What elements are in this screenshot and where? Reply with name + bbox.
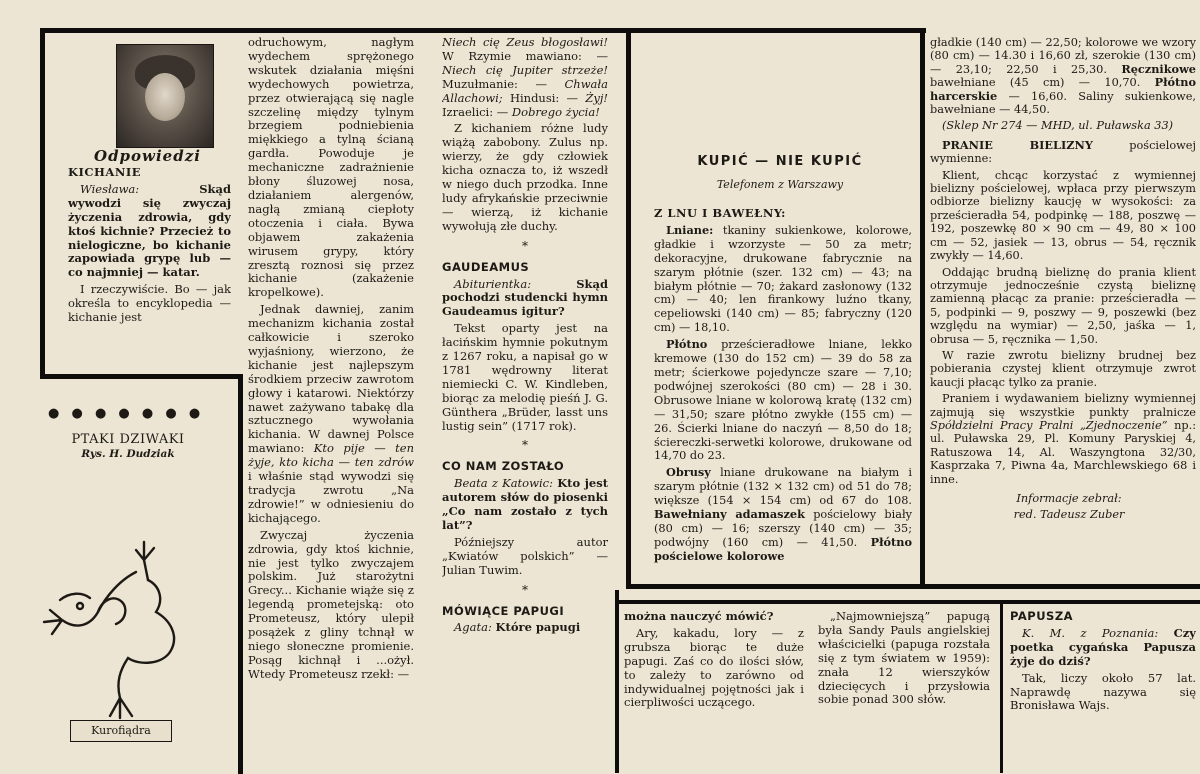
ptaki-byline: Rys. H. Dudziak — [81, 448, 175, 460]
bottom-col-3 — [1010, 610, 1196, 770]
section-kichanie: KICHANIE — [68, 166, 141, 179]
papusza-answer: Tak, liczy około 57 lat. Naprawdę nazywa się Bronisława Wajs. — [1010, 670, 1196, 713]
column-3 — [442, 36, 608, 766]
c3-p2: Z kichaniem różne ludy wiążą zabobony. Zulus np. wierzy, że gdy człowiek kicha oznacza to, iż wszedł w niego duch przodka. Inne ludy afrykańskie przeciwnie — wierzą, iż kichanie wywołują złe duchy. — [442, 121, 608, 233]
mow-question: Agata: Które papugi — [454, 620, 581, 635]
bottom-col-2 — [818, 610, 990, 770]
papusza-question: K. M. z Poznania: Czy poetka cygańska Papusza żyje do dziś? — [1010, 625, 1196, 668]
co-question: Beata z Katowic: Kto jest autorem słów do piosenki „Co nam zostało z tych lat”? — [442, 476, 608, 532]
bottom-col-1 — [624, 610, 804, 770]
kupic-p1: Lniane: tkaniny sukienkowe, kolorowe, gładkie i wzorzyste — 50 za metr; dekoracyjne, drukowane fabrycznie na szarym płótnie (szer. 132 cm) — 43; na białym płótnie — 70; żakard zasłonowy (132 cm) — 40; len firankowy luźno tkany, cepeliowski (140 cm) — 85; fabryczny (120 cm) — 18,10. — [654, 222, 912, 335]
frame-left — [40, 28, 45, 378]
column-right — [930, 36, 1196, 582]
shop-note: (Sklep Nr 274 — MHD, ul. Puławska 33) — [942, 119, 1174, 133]
portrait-face — [145, 73, 185, 121]
column-kichanie-question — [68, 166, 231, 370]
frame-inner-v — [238, 374, 243, 774]
kupic-title: KUPIĆ — NIE KUPIĆ — [697, 154, 863, 169]
c2-p2: Jednak dawniej, zanim mechanizm kichania został całkowicie i szeroko wyjaśniony, wierzono, że kichanie jest najlepszym środkiem przeciw zawrotom głowy i katarowi. Niektórzy nawet zażywano tabakę dla sztucznego wywołania kichania. W dawnej Polsce mawiano: Kto pije — ten żyje, kto kicha — ten zdrów i właśnie stąd wywodzi się tradycja zwrotu „Na zdrowie!” w odniesieniu do kichającego. — [248, 302, 414, 525]
bottom-answer: Ary, kakadu, lory — z grubsza biorąc te duże papugi. Zaś co do ilości słów, to zależy to zarówno od indywidualnej pojętności jak i cierpliwości uczącego. — [624, 625, 804, 710]
info-credit: Informacje zebrał: — [1016, 492, 1122, 505]
separator-star: * — [522, 238, 528, 253]
bottom-question-end: można nauczyć mówić? — [624, 610, 774, 623]
pranie-heading: PRANIE BIELIZNY pościelowej wymienne: — [930, 137, 1196, 166]
question-wieslawa: Wiesława: Skąd wywodzi się zwyczaj życzenia zdrowia, gdy ktoś kichnie? Przecież to nielogiczne, bo kichanie zapowiada grypę lub — co najmniej — katar. — [68, 181, 231, 280]
frame-right-v — [920, 28, 925, 588]
right-p5: Praniem i wydawaniem bielizny wymiennej zajmują się wszystkie punkty pralnicze Spółdzielni Pracy Pralni „Zjednoczenie” np.: ul. Puławska 29, Pl. Komuny Paryskiej 4, Ratuszowa 14, Al. Waszyngtona 32/30, Kasprzaka 7, Piwna 4a, Marchlewskiego 68 i inne. — [930, 392, 1196, 486]
bird-drawing — [40, 540, 210, 720]
c2-p3: Zwyczaj życzenia zdrowia, gdy ktoś kichnie, nie jest tylko zwyczajem polskim. Już starożytni Grecy... Kichanie wiąże się z legendą prometejską: oto Prometeusz, który ulepił posążek z gliny tchnął w niego słoneczne promienie. Posąg kichnął i ...ożył. Wtedy Prometeusz rzekł: — — [248, 527, 414, 681]
c3-p1: Niech cię Zeus błogosławi! W Rzymie mawiano: — Niech cię Jupiter strzeże! Muzułmanie: — Chwała Allachowi; Hindusi: — Żyj! Izraelici: — Dobrego życia! — [442, 36, 608, 119]
column-kichanie-answer — [248, 36, 414, 766]
section-mowiace-papugi: MÓWIĄCE PAPUGI — [442, 603, 565, 618]
caption-box: Kurofiądra — [70, 720, 172, 742]
section-papusza: PAPUSZA — [1010, 610, 1074, 623]
bottom-divider — [1000, 604, 1003, 773]
frame-bottom-h — [615, 600, 1200, 604]
frame-top-left — [40, 28, 630, 33]
right-p4: W razie zwrotu bielizny brudnej bez pobierania czystej klient otrzymuje zwrot kaucji płacąc tylko za pranie. — [930, 348, 1196, 389]
right-p2: Klient, chcąc korzystać z wymiennej bielizny pościelowej, wpłaca przy pierwszym odbiorze bielizny kaucję w wysokości: za prześcieradła 54, podpinkę — 188, poszwę — 192, poszewkę 80 × 90 cm — 49, 80 × 100 cm — 52, jasiek — 13, obrus — 54, ręcznik zwykły — 14,60. — [930, 168, 1196, 263]
answer-start: I rzeczywiście. Bo — jak określa to encyklopedia — kichanie jest — [68, 282, 231, 325]
separator-star: * — [522, 582, 528, 597]
frame-mid-h2 — [920, 584, 1200, 589]
dots-decoration: ● ● ● ● ● ● ● — [48, 406, 205, 421]
frame-inner-h — [40, 374, 240, 379]
bottom-najmowniejsza: „Najmowniejszą” papugą była Sandy Pauls angielskiej właścicielki (papuga rozstała się z tym światem w 1959): znała 12 wierszyków dziecięcych i przysłowia sobie ponad 300 słów. — [818, 610, 990, 707]
ptaki-title: PTAKI DZIWAKI — [71, 432, 185, 447]
section-gaudeamus: GAUDEAMUS — [442, 259, 530, 274]
kupic-subtitle: Telefonem z Warszawy — [716, 178, 844, 191]
frame-bottom-v — [615, 590, 619, 773]
co-answer: Późniejszy autor „Kwiatów polskich” — Julian Tuwim. — [442, 534, 608, 577]
separator-star: * — [522, 438, 528, 453]
frame-mid-h — [626, 584, 926, 589]
portrait-photo — [116, 44, 214, 148]
right-p1: gładkie (140 cm) — 22,50; kolorowe we wzory (80 cm) — 14.30 i 16,60 zł, szerokie (130 cm) — 23,10; 22,50 i 25,30. Ręcznikowe bawełniane (45 cm) — 10,70. Płótno harcerskie — 16,60. Saliny sukienkowe, bawełniane — 44,50. — [930, 36, 1196, 117]
section-co-nam-zostalo: CO NAM ZOSTAŁO — [442, 459, 565, 474]
column-kupic — [654, 200, 912, 580]
author-credit: red. Tadeusz Zuber — [1013, 508, 1125, 522]
odpowiedzi-heading: Odpowiedzi — [94, 147, 201, 165]
c2-p1: odruchowym, nagłym wydechem sprężonego wskutek działania mięśni wydechowych powietrza, przez otwierającą się nagle szczelinę między tylnym brzegiem podniebienia miękkiego a tylną ścianą gardła. Powoduje je mechaniczne zadrażnienie błony śluzowej nosa, działaniem alergenów, nagłą zmianą ciepłoty otoczenia i ciała. Bywa objawem zakażenia wirusem grypy, który zresztą roznosi się przez kichanie (zakażenie kropelkowe). — [248, 36, 414, 300]
section-z-lnu: Z LNU I BAWEŁNY: — [654, 206, 786, 220]
frame-right-top — [626, 28, 631, 588]
kupic-p3: Obrusy lniane drukowane na białym i szarym płótnie (132 × 132 cm) od 51 do 78; większe (154 × 154 cm) od 67 do 108. Bawełniany adamaszek pościelowy biały (80 cm) — 16; szerszy (140 cm) — 35; podwójny (160 cm) — 41,50. Płótno pościelowe kolorowe — [654, 465, 912, 563]
right-p3: Oddając brudną bieliznę do prania klient otrzymuje jednocześnie czystą bieliznę zamienną płacąc za pranie: prześcieradła — 5, podpinki — 9, poszwy — 9, poszewki (bez względu na wymiar) — 2,50, jaśka — 1, obrusa — 5, ręcznika — 1,50. — [930, 265, 1196, 346]
kupic-p2: Płótno prześcieradłowe lniane, lekko kremowe (130 do 152 cm) — 39 do 58 za metr; ścierkowe pojedyncze szare — 7,10; podwójnej szerokości (80 cm) — 28 i 30. Obrusowe lniane w kolorową kratę (132 cm) — 31,50; szare płótno zwykłe (155 cm) — 26. Ścierki lniane do naczyń — 8,50 do 18; ściereczki-serwetki kolorowe, drukowane od 14,70 do 23. — [654, 337, 912, 463]
gaud-answer: Tekst oparty jest na łacińskim hymnie pokutnym z 1267 roku, a napisał go w 1781 wędrowny literat niemiecki C. W. Kindleben, biorąc za melodię pieśń J. G. Günthera „Brüder, lasst uns lustig sein” (1717 rok). — [442, 321, 608, 433]
frame-top-right — [626, 28, 926, 33]
gaud-question: Abiturientka: Skąd pochodzi studencki hymn Gaudeamus igitur? — [442, 276, 608, 319]
